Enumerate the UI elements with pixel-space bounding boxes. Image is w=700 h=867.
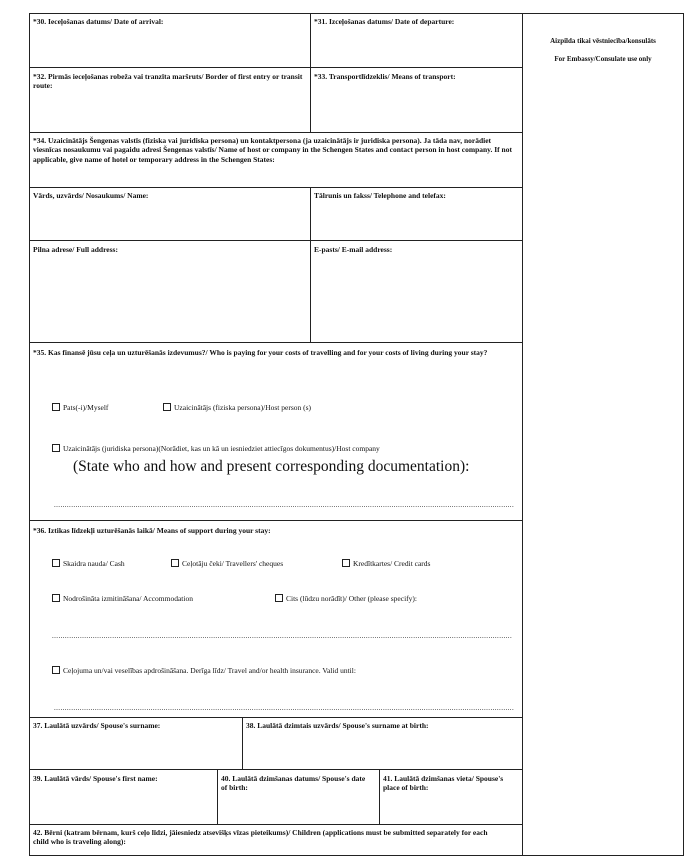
support-insurance-option[interactable]: Ceļojuma un/vai veselības apdrošināšana. Derīga līdz/ Travel and/or health insurance. Valid until: [52, 666, 356, 676]
support-accommodation-option[interactable]: Nodrošināta izmitināšana/ Accommodation [52, 594, 193, 604]
field-39-spouse-first-name[interactable]: 39. Laulātā vārds/ Spouse's first name: [29, 769, 218, 825]
field-36-means-of-support: *36. Iztikas līdzekļi uzturēšanās laikā/ Means of support during your stay: Skaidra nauda/ Cash Ceļotāju čeki/ Travellers' cheques Kredītkartes/ Credit cards Nodrošināta izmitināšana/ Accommodation Cits (lūdzu norādīt)/ Other (please specify): ...................................................................................................................................................................................................................... Ceļojuma un/vai veselības apdrošināšana. Derīga līdz/ Travel and/or health insurance. Valid until: ...................................................................................................................................................................................................................... [29, 520, 523, 718]
support-other-option[interactable]: Cits (lūdzu norādīt)/ Other (please specify): [275, 594, 417, 604]
checkbox[interactable] [52, 594, 60, 602]
field-32-border-entry[interactable]: *32. Pirmās ieceļošanas robeža vai tranzīta maršruts/ Border of first entry or transit route: [29, 67, 311, 133]
field-35-funding: *35. Kas finansē jūsu ceļa un uzturēšanās izdevumus?/ Who is paying for your costs of travelling and for your costs of living during your stay? Pats(-i)/Myself Uzaicinātājs (fiziska persona)/Host person (s) Uzaicinātājs (juridiska persona)(Norādiet, kas un kā un iesniedziet attiecīgos dokumentus)/Host company (State who and how and present corresponding documentation): ...................................................................................................................................................................................................................... [29, 342, 523, 521]
field-host-phone[interactable]: Tālrunis un fakss/ Telephone and telefax: [310, 187, 523, 241]
embassy-use-label-lv: Aizpilda tikai vēstniecība/konsulāts [550, 37, 656, 45]
visa-application-form [29, 13, 684, 856]
funding-host-person-option[interactable]: Uzaicinātājs (fiziska persona)/Host person (s) [163, 403, 311, 413]
checkbox[interactable] [52, 559, 60, 567]
funding-dotted-line[interactable]: ...................................................................................................................................................................................................................... [54, 501, 515, 509]
field-41-spouse-place-of-birth[interactable]: 41. Laulātā dzimšanas vieta/ Spouse's place of birth: [379, 769, 523, 825]
support-insurance-dotted-line[interactable]: ...................................................................................................................................................................................................................... [54, 704, 515, 712]
checkbox[interactable] [342, 559, 350, 567]
funding-host-company-option[interactable]: Uzaicinātājs (juridiska persona)(Norādiet, kas un kā un iesniedziet attiecīgos dokumentus)/Host company [52, 444, 380, 454]
funding-instruction: (State who and how and present corresponding documentation): [73, 458, 470, 475]
field-host-address[interactable]: Pilna adrese/ Full address: [29, 240, 311, 343]
support-other-dotted-line[interactable]: ...................................................................................................................................................................................................................... [52, 632, 513, 640]
field-37-spouse-surname[interactable]: 37. Laulātā uzvārds/ Spouse's surname: [29, 717, 243, 770]
field-33-transport[interactable]: *33. Transportlīdzeklis/ Means of transport: [310, 67, 523, 133]
checkbox[interactable] [163, 403, 171, 411]
funding-myself-option[interactable]: Pats(-i)/Myself [52, 403, 108, 413]
embassy-use-panel [522, 13, 684, 856]
checkbox[interactable] [52, 403, 60, 411]
checkbox[interactable] [52, 444, 60, 452]
checkbox[interactable] [171, 559, 179, 567]
field-42-children[interactable]: 42. Bērni (katram bērnam, kurš ceļo līdzi, jāiesniedz atsevišķs vīzas pieteikums)/ Children (applications must be submitted separately for each child who is traveling along): [29, 824, 523, 856]
support-credit-cards-option[interactable]: Kredītkartes/ Credit cards [342, 559, 430, 569]
support-cash-option[interactable]: Skaidra nauda/ Cash [52, 559, 125, 569]
support-cheques-option[interactable]: Ceļotāju čeki/ Travellers' cheques [171, 559, 283, 569]
checkbox[interactable] [275, 594, 283, 602]
field-34-host: *34. Uzaicinātājs Šengenas valstīs (fiziska vai juridiska persona) un kontaktpersona (ja uzaicinātājs ir juridiska persona). Ja tāda nav, norādiet viesnīcas nosaukumu vai pagaidu adresi Šengenas valstīs/ Name of host or company in the Schengen States and contact person in host company. If not applicable, give name of hotel or temporary address in the Schengen States: [29, 132, 523, 188]
field-38-spouse-surname-at-birth[interactable]: 38. Laulātā dzimtais uzvārds/ Spouse's surname at birth: [242, 717, 523, 770]
field-30-arrival[interactable]: *30. Ieceļošanas datums/ Date of arrival: [29, 13, 311, 68]
field-40-spouse-date-of-birth[interactable]: 40. Laulātā dzimšanas datums/ Spouse's date of birth: [217, 769, 380, 825]
checkbox[interactable] [52, 666, 60, 674]
field-31-departure[interactable]: *31. Izceļošanas datums/ Date of departure: [310, 13, 523, 68]
field-host-name[interactable]: Vārds, uzvārds/ Nosaukums/ Name: [29, 187, 311, 241]
field-host-email[interactable]: E-pasts/ E-mail address: [310, 240, 523, 343]
embassy-use-label-en: For Embassy/Consulate use only [554, 55, 652, 63]
